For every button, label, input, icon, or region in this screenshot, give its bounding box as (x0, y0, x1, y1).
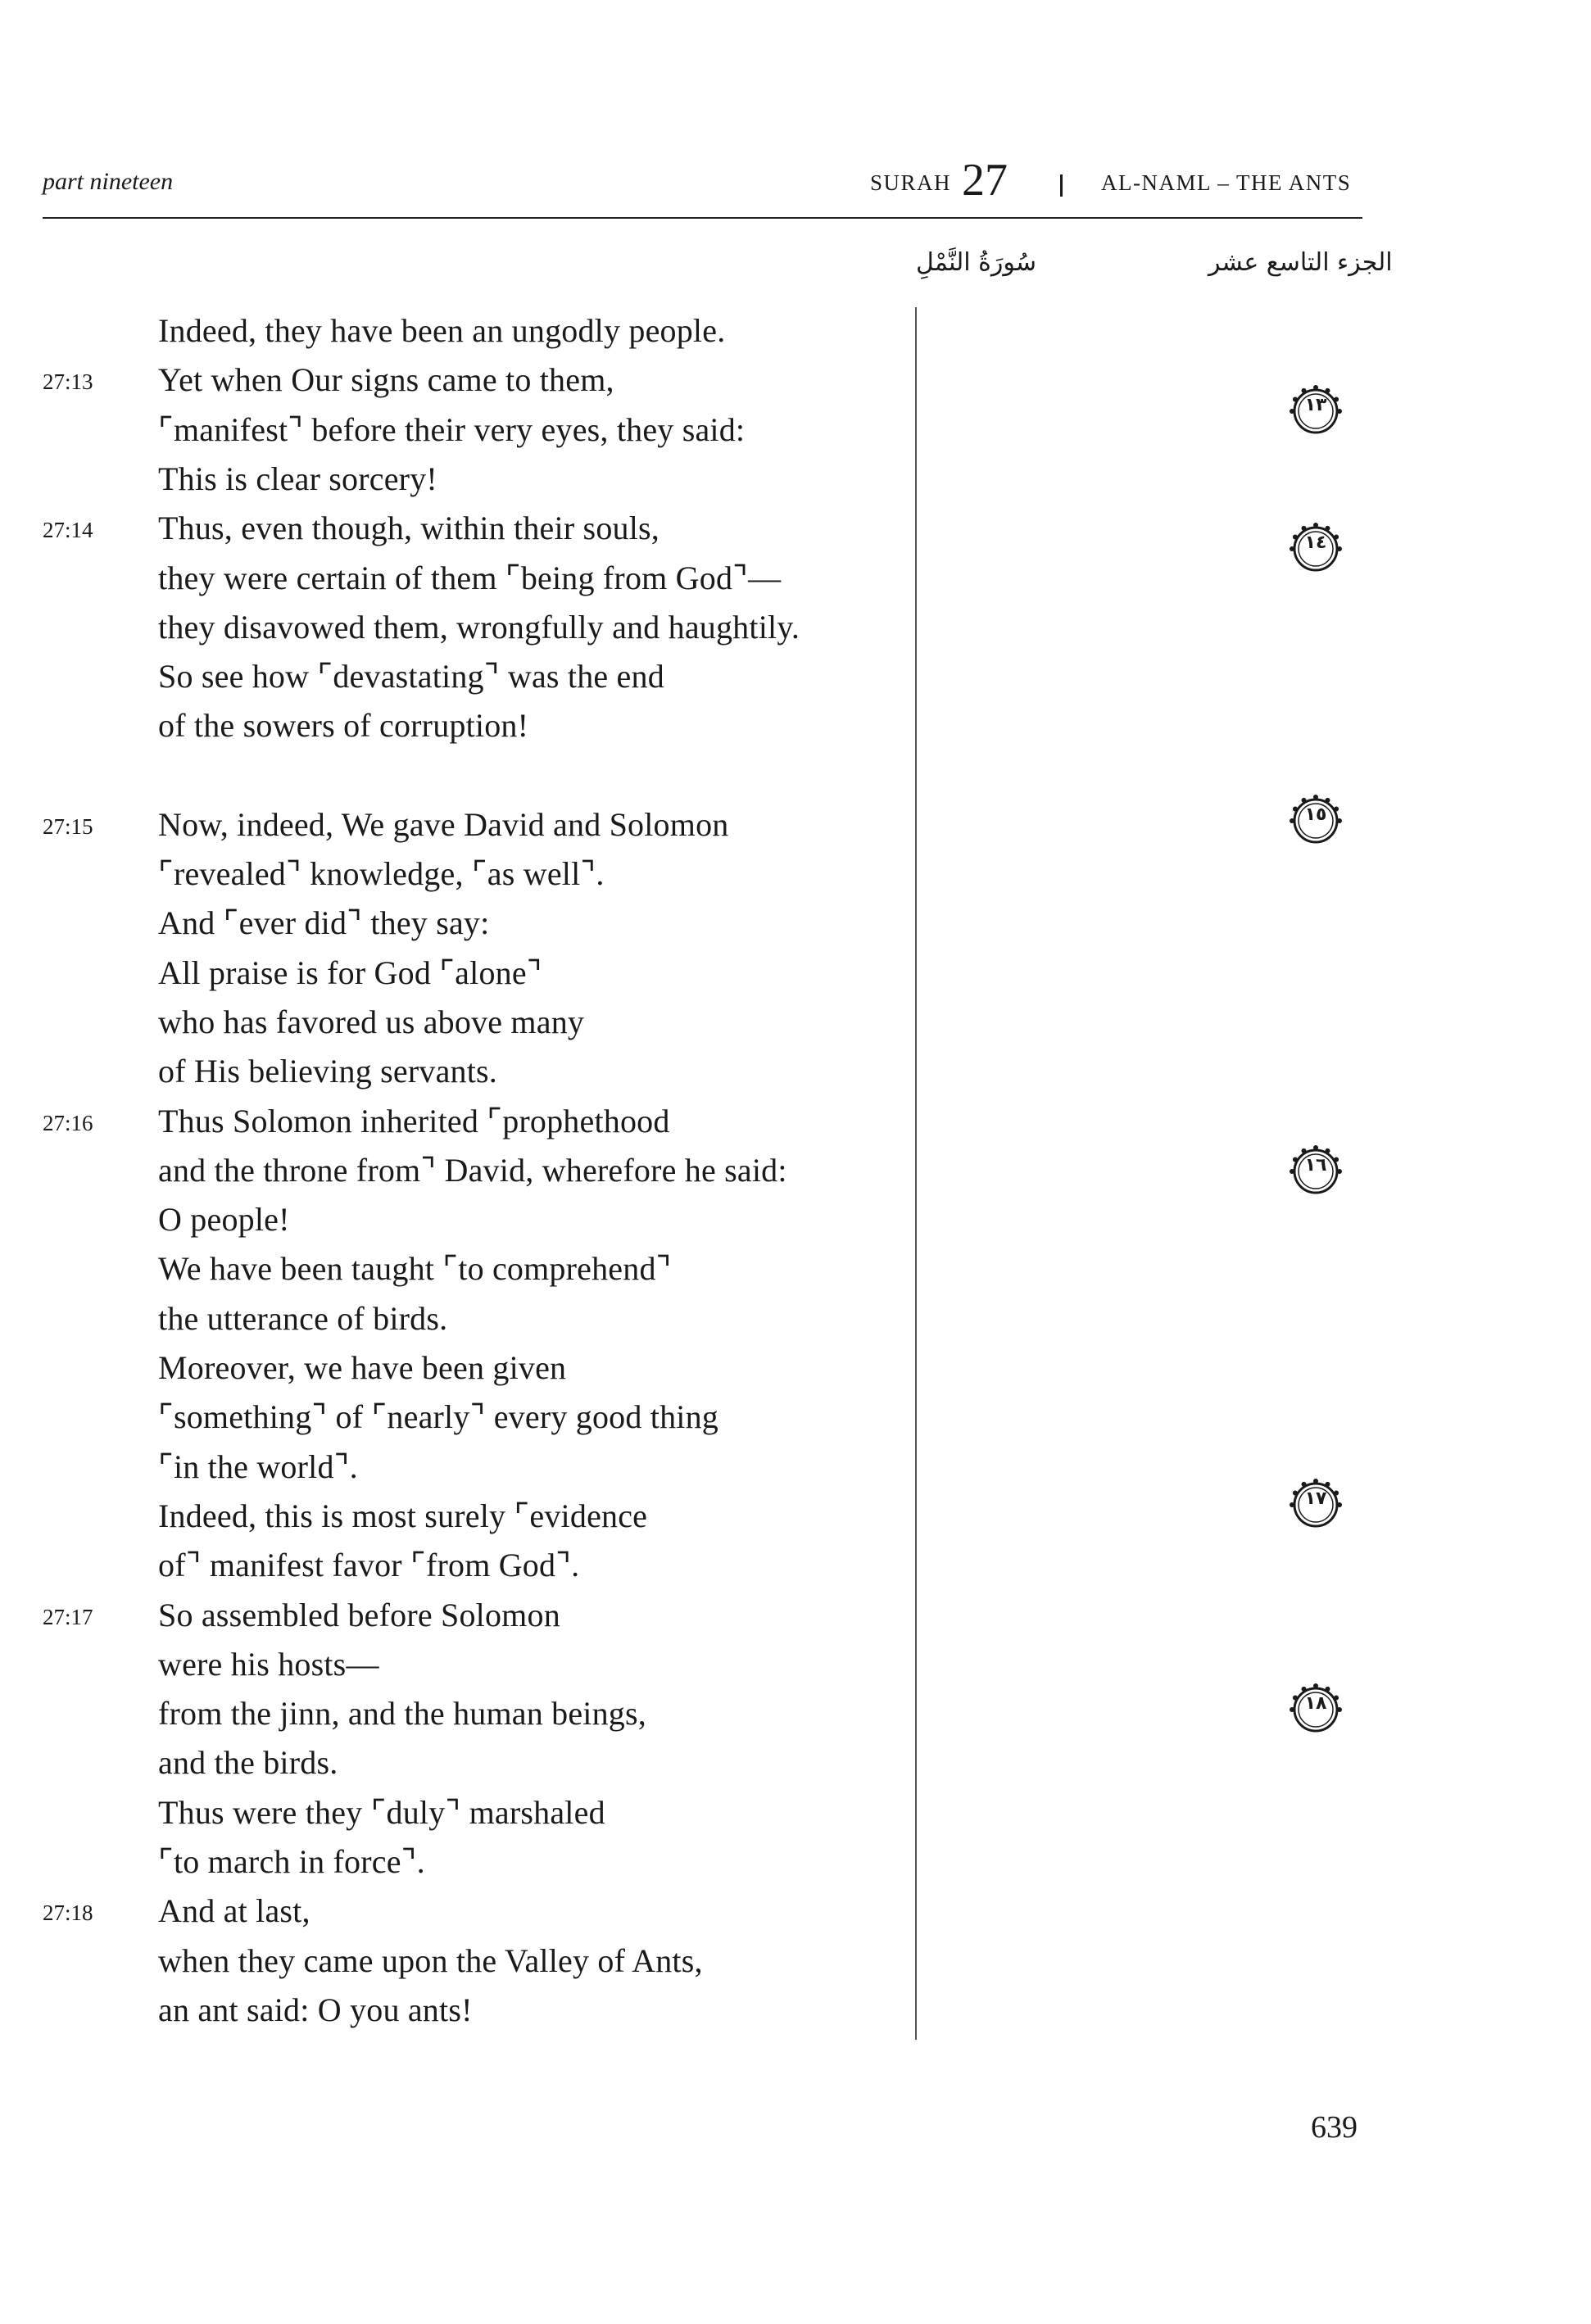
verse-marker (1290, 521, 1342, 573)
translation-line: were his hosts— (158, 1645, 379, 1683)
translation-line: This is clear sorcery! (158, 460, 437, 497)
surah-name: AL-NAML – THE ANTS (1101, 170, 1352, 195)
translation-line: Indeed, they have been an ungodly people. (158, 312, 726, 349)
translation-line: Indeed, this is most surely ⌜evidence (158, 1497, 648, 1534)
translation-line: So see how ⌜devastating⌝ was the end (158, 658, 664, 695)
translation-line: when they came upon the Valley of Ants, (158, 1941, 703, 1979)
translation-line: of⌝ manifest favor ⌜from God⌝. (158, 1547, 580, 1584)
verse-ref: 27:13 (43, 369, 93, 395)
translation-line: Moreover, we have been given (158, 1349, 567, 1386)
verse-marker (1290, 1144, 1342, 1196)
translation-line: Yet when Our signs came to them, (158, 361, 614, 399)
verse-number: ١٣ (1304, 395, 1327, 415)
verse-marker (1290, 793, 1342, 845)
verse-number: ١٤ (1304, 532, 1327, 553)
verse-ref: 27:14 (43, 518, 93, 543)
verse-number: ١٧ (1304, 1488, 1327, 1509)
verse-ref: 27:16 (43, 1110, 93, 1135)
column-divider (915, 307, 917, 2040)
translation-line: ⌜to march in force⌝. (158, 1843, 425, 1880)
translation-line: We have been taught ⌜to comprehend⌝ (158, 1250, 672, 1288)
translation-line: from the jinn, and the human beings, (158, 1695, 646, 1733)
translation-line: and the birds. (158, 1744, 338, 1782)
verse-marker (1290, 1477, 1342, 1529)
translation-line: ⌜in the world⌝. (158, 1447, 358, 1485)
translation-line: All praise is for God ⌜alone⌝ (158, 954, 542, 991)
translation-line: And ⌜ever did⌝ they say: (158, 904, 490, 942)
translation-line: Thus were they ⌜duly⌝ marshaled (158, 1793, 605, 1831)
header-separator (1060, 174, 1063, 197)
translation-line: ⌜manifest⌝ before their very eyes, they said: (158, 410, 746, 448)
translation-line: ⌜something⌝ of ⌜nearly⌝ every good thing (158, 1398, 718, 1436)
translation-line: ⌜revealed⌝ knowledge, ⌜as well⌝. (158, 855, 605, 892)
verse-number: ١٦ (1304, 1155, 1327, 1176)
translation-line: So assembled before Solomon (158, 1596, 560, 1633)
surah-number: 27 (962, 155, 1008, 206)
translation-line: of His believing servants. (158, 1053, 498, 1090)
verse-number: ١٨ (1304, 1693, 1327, 1714)
header-rule (43, 217, 1362, 219)
translation-line: Thus, even though, within their souls, (158, 510, 660, 547)
translation-line: Thus Solomon inherited ⌜prophethood (158, 1102, 670, 1139)
verse-marker (1290, 383, 1342, 436)
translation-line: an ant said: O you ants! (158, 1991, 473, 2028)
verse-ref: 27:17 (43, 1604, 93, 1629)
translation-line: And at last, (158, 1892, 310, 1930)
translation-line: of the sowers of corruption! (158, 707, 529, 745)
verse-marker (1290, 1682, 1342, 1734)
translation-line: they were certain of them ⌜being from God⌝— (158, 559, 782, 596)
translation-line: who has favored us above many (158, 1003, 585, 1040)
part-label: part nineteen (43, 168, 174, 195)
translation-line: they disavowed them, wrongfully and haughtily. (158, 608, 800, 646)
translation-line: Now, indeed, We gave David and Solomon (158, 805, 729, 843)
verse-ref: 27:15 (43, 813, 93, 839)
arabic-part-title: الجزء التاسع عشر (1208, 248, 1393, 277)
page-number: 639 (1311, 2110, 1358, 2145)
verse-ref: 27:18 (43, 1900, 93, 1926)
arabic-surah-title: سُورَةُ النَّمْلِ (916, 248, 1036, 277)
verse-number: ١٥ (1304, 804, 1327, 825)
surah-word: SURAH (870, 170, 952, 195)
surah-header (870, 156, 1362, 206)
translation-line: and the throne from⌝ David, wherefore he said: (158, 1151, 787, 1189)
translation-line: the utterance of birds. (158, 1299, 448, 1337)
translation-line: O people! (158, 1201, 290, 1239)
